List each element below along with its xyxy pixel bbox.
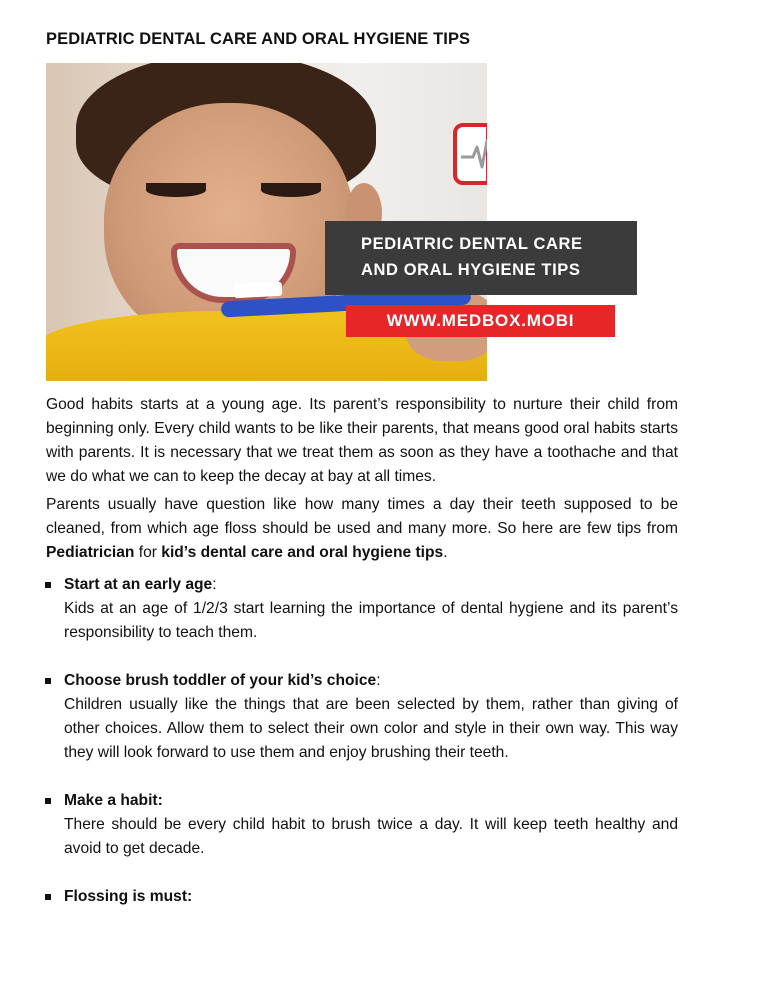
- tip-heading: Make a habit:: [64, 792, 163, 809]
- tip-item: [46, 885, 678, 909]
- child-eye-right: [261, 183, 321, 197]
- bullet-icon: [45, 894, 51, 900]
- tip-heading-suffix: :: [376, 672, 381, 689]
- tip-item: [46, 573, 678, 645]
- tip-heading: Start at an early age: [64, 576, 213, 593]
- tips-list: [46, 573, 678, 909]
- pediatrician-term: Pediatrician: [46, 544, 135, 561]
- tip-heading: Flossing is must:: [64, 888, 193, 905]
- tip-item: [46, 669, 678, 765]
- child-eye-left: [146, 183, 206, 197]
- bullet-icon: [45, 582, 51, 588]
- tip-heading-suffix: :: [212, 576, 217, 593]
- tip-body: Kids at an age of 1/2/3 start learning the importance of dental hygiene and its parent’s responsibility to teach them.: [64, 600, 678, 641]
- website-url: WWW.MEDBOX.MOBI: [346, 305, 615, 337]
- tips-intro-paragraph: [46, 493, 678, 565]
- tip-body: There should be every child habit to brush twice a day. It will keep teeth healthy and avoid to get decade.: [64, 816, 678, 857]
- banner-line-2: AND ORAL HYGIENE TIPS: [361, 261, 581, 279]
- tip-item: [46, 789, 678, 861]
- bullet-icon: [45, 798, 51, 804]
- topic-term: kid’s dental care and oral hygiene tips: [161, 544, 444, 561]
- medbox-logo-icon: [453, 123, 487, 185]
- intro-paragraph: Good habits starts at a young age. Its parent’s responsibility to nurture their child from beginning only. Every child wants to be like their parents, that means good oral habits starts with parents. It is necessary that we treat them as soon as they have a toothache and that we do what we can to keep the decay at bay at all times.: [46, 396, 678, 485]
- tips-intro-text: Parents usually have question like how many times a day their teeth supposed to be cleaned, from which age floss should be used and many more. So here are few tips from: [46, 496, 678, 537]
- tips-intro-for: for: [134, 544, 162, 561]
- hero-banner: [325, 221, 637, 295]
- page-title: PEDIATRIC DENTAL CARE AND ORAL HYGIENE TIPS: [46, 30, 471, 48]
- tip-body: Children usually like the things that are been selected by them, rather than giving of other choices. Allow them to select their own color and style in their own way. This way they will look forward to use them and enjoy brushing their teeth.: [64, 696, 678, 761]
- bullet-icon: [45, 678, 51, 684]
- tip-heading: Choose brush toddler of your kid’s choice: [64, 672, 377, 689]
- banner-line-1: PEDIATRIC DENTAL CARE: [361, 235, 583, 253]
- toothbrush-bristles: [234, 282, 283, 298]
- tips-intro-period: .: [443, 544, 448, 561]
